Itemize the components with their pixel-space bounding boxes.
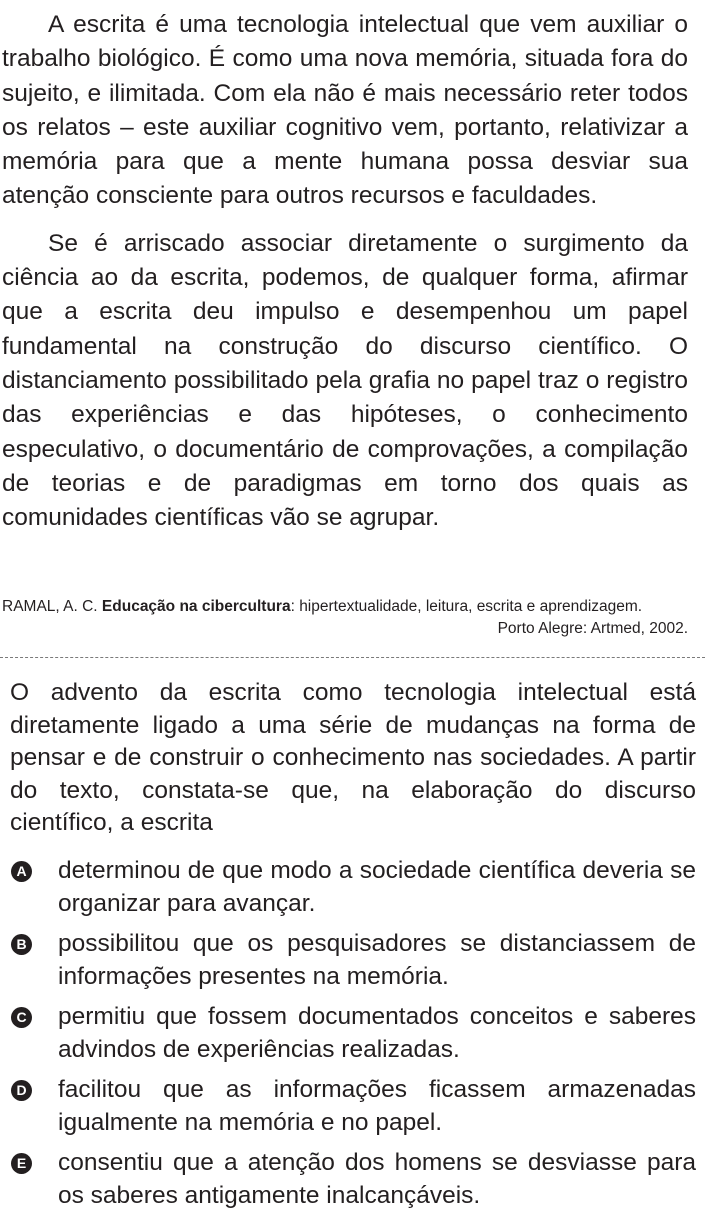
- option-b-text: possibilitou que os pesquisadores se distanciassem de informações presentes na memória.: [58, 930, 696, 990]
- option-d-text: facilitou que as informações ficassem armazenadas igualmente na memória e no papel.: [58, 1076, 696, 1136]
- option-c[interactable]: [10, 1001, 696, 1066]
- option-a-letter-badge: A: [11, 861, 32, 882]
- question-stem: O advento da escrita como tecnologia intelectual está diretamente ligado a uma série de mudanças na forma de pensar e de construir o conhecimento nas sociedades. A partir do texto, constata-se que, na elaboração do discurso científico, a escrita: [10, 679, 696, 836]
- option-a[interactable]: [10, 855, 696, 920]
- citation-subtitle: : hipertextualidade, leitura, escrita e aprendizagem.: [290, 598, 643, 615]
- citation-title: Educação na cibercultura: [101, 598, 291, 615]
- option-d[interactable]: [10, 1074, 696, 1139]
- option-c-letter-badge: C: [11, 1007, 32, 1028]
- passage-paragraph-2: Se é arriscado associar diretamente o surgimento da ciência ao da escrita, podemos, de qualquer forma, afirmar que a escrita deu impulso e desempenhou um papel fundamental na construção do discurso científico. O distanciamento possibilitado pela grafia no papel traz o registro das experiências e das hipóteses, o conhecimento especulativo, o documentário de comprovações, a compilação de teorias e de paradigmas em torno dos quais as comunidades científicas vão se agrupar.: [2, 229, 688, 532]
- option-a-text: determinou de que modo a sociedade científica deveria se organizar para avançar.: [58, 857, 696, 917]
- citation-line-1: [2, 596, 688, 618]
- passage: [2, 8, 688, 535]
- option-e[interactable]: [10, 1147, 696, 1212]
- citation-author: RAMAL, A. C.: [2, 598, 102, 615]
- option-c-text: permitiu que fossem documentados conceitos e saberes advindos de experiências realizadas.: [58, 1003, 696, 1063]
- dashed-divider: [0, 657, 705, 658]
- source-citation: [2, 596, 688, 640]
- option-d-letter-badge: D: [11, 1080, 32, 1101]
- passage-paragraph-1: A escrita é uma tecnologia intelectual que vem auxiliar o trabalho biológico. É como uma nova memória, situada fora do sujeito, e ilimitada. Com ela não é mais necessário reter todos os relatos – este auxiliar cognitivo vem, portanto, relativizar a memória para que a mente humana possa desviar sua atenção consciente para outros recursos e faculdades.: [2, 11, 688, 210]
- option-e-text: consentiu que a atenção dos homens se desviasse para os saberes antigamente inalcançáveis.: [58, 1149, 696, 1209]
- option-e-letter-badge: E: [11, 1153, 32, 1174]
- answer-options: [10, 855, 696, 1220]
- option-b-letter-badge: B: [11, 934, 32, 955]
- option-b[interactable]: [10, 928, 696, 993]
- citation-publisher: Porto Alegre: Artmed, 2002.: [497, 620, 688, 637]
